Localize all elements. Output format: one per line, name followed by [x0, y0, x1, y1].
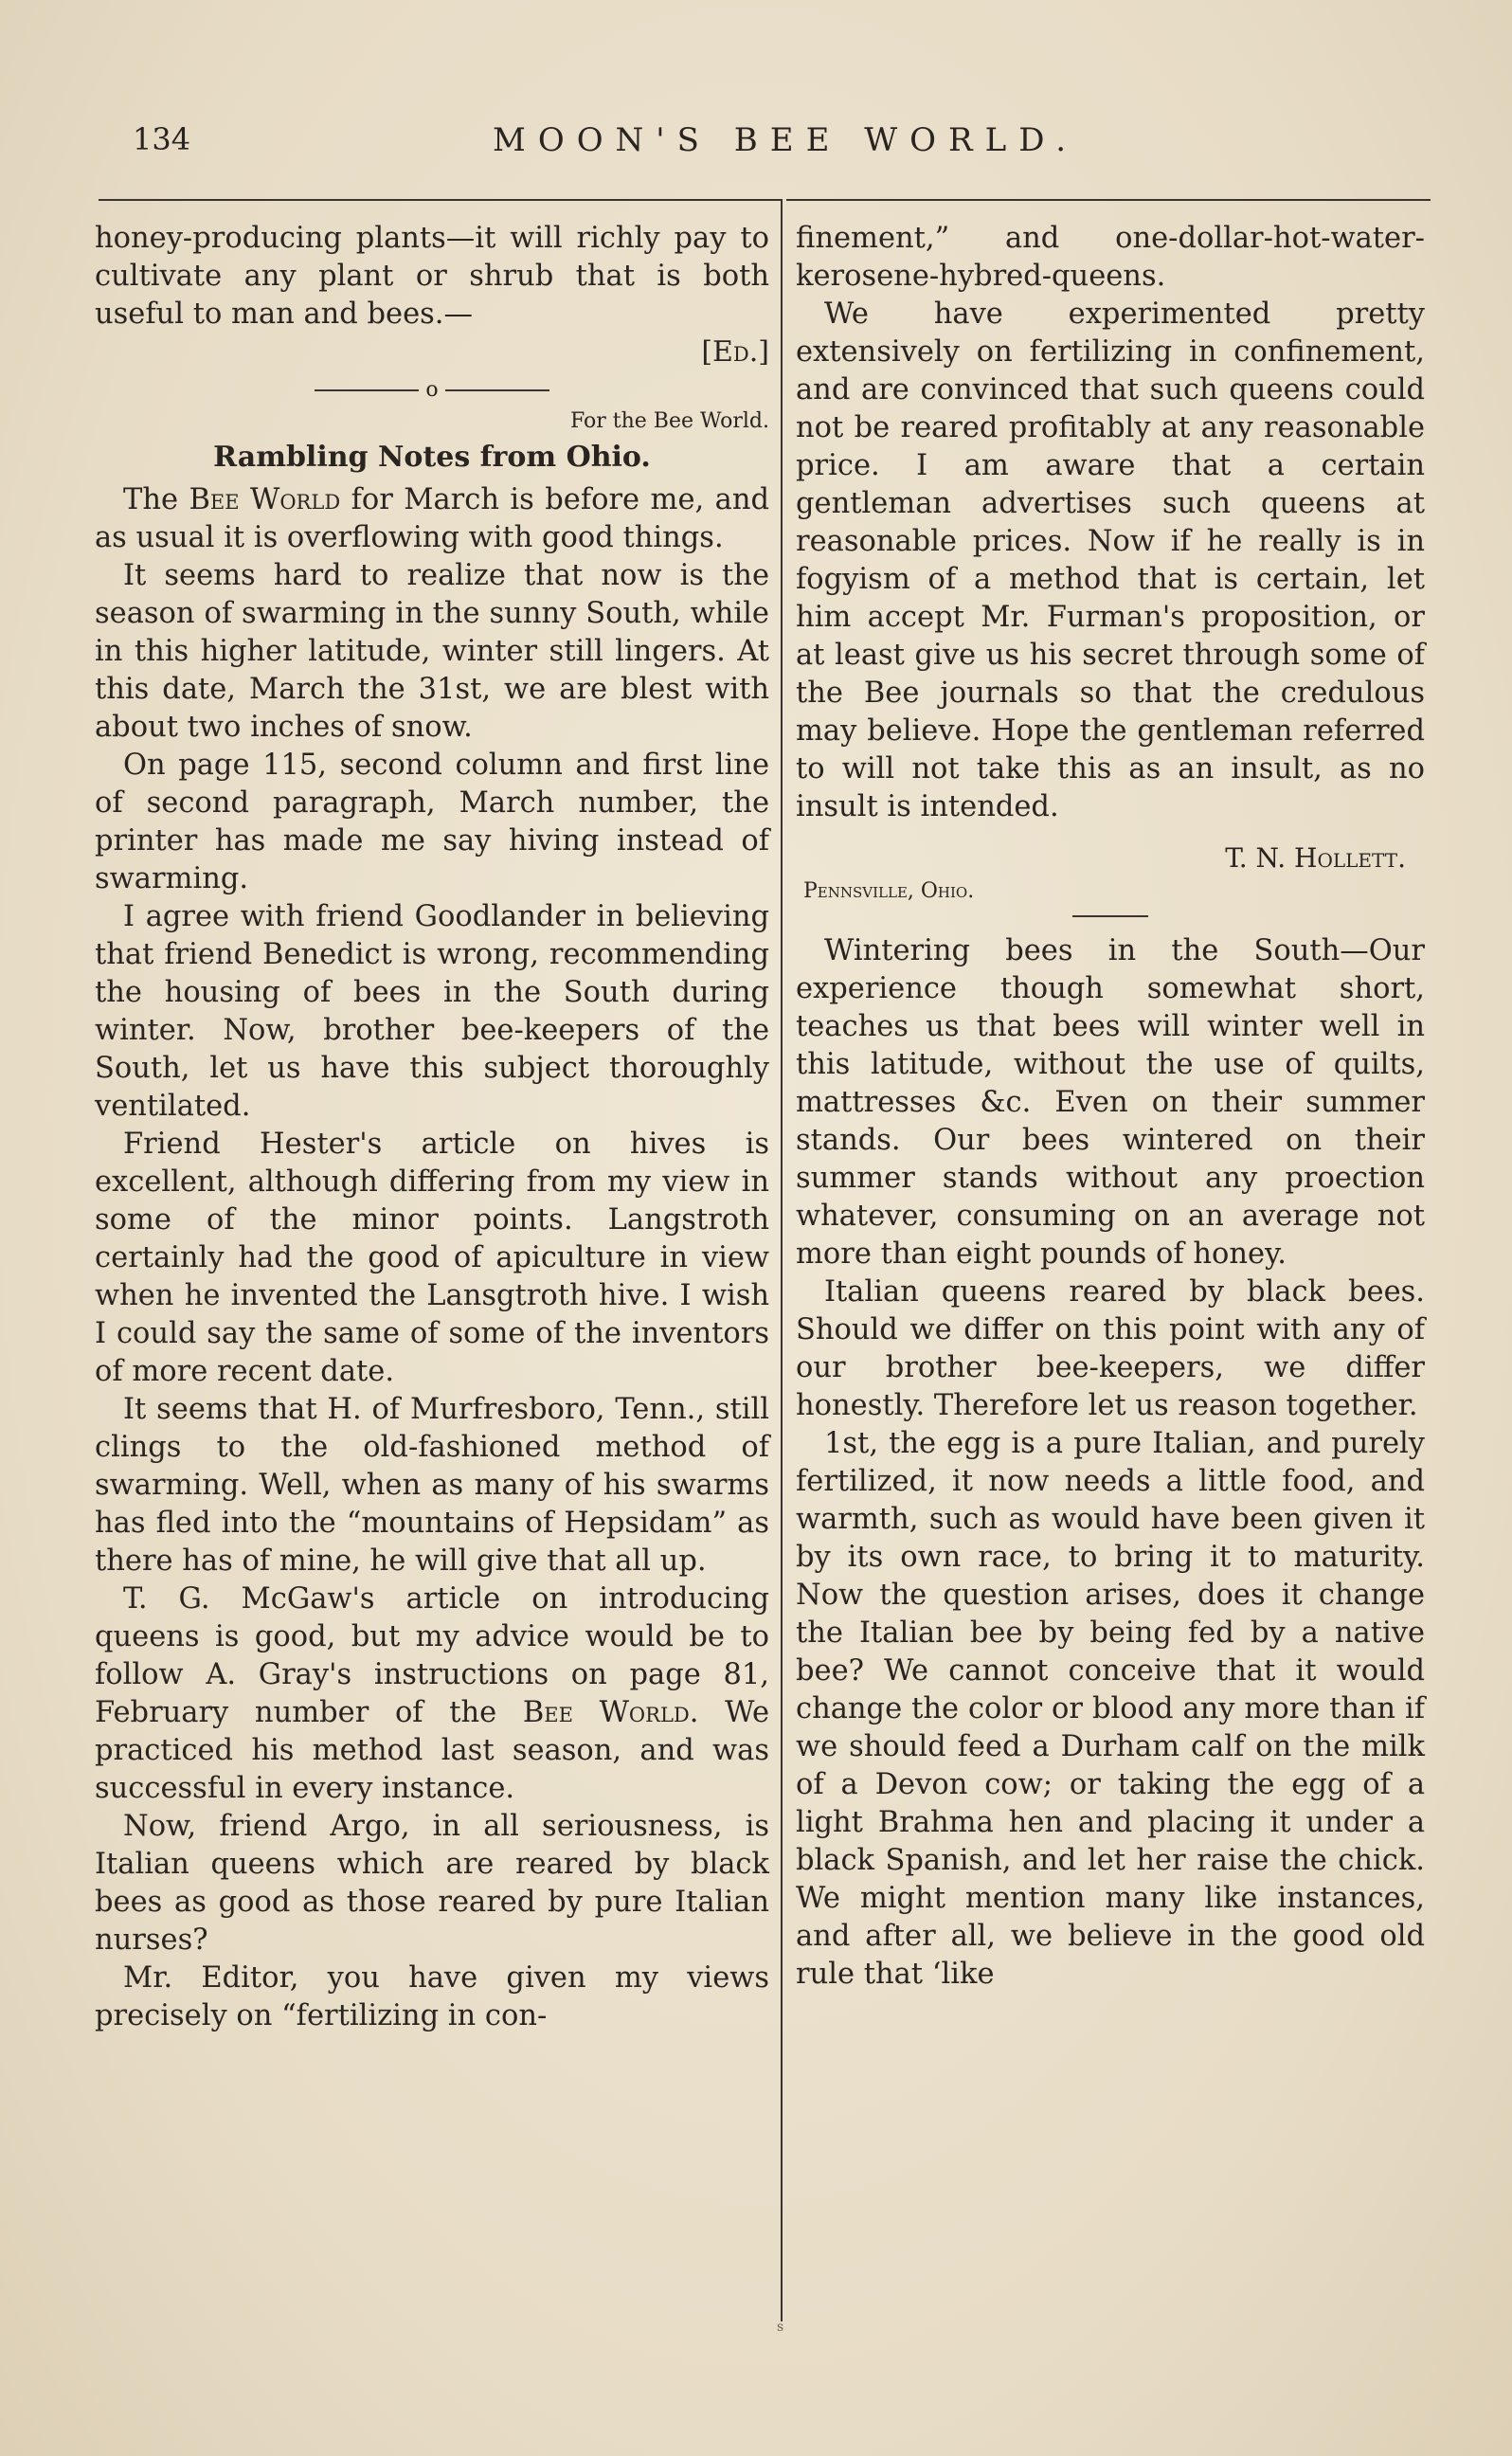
- journal-name: Bee World: [189, 483, 341, 516]
- paragraph: The Bee World for March is before me, and as usual it is overflowing with good things.: [95, 483, 769, 554]
- header-rule-right: [786, 199, 1431, 201]
- paragraph: T. G. McGaw's article on introducing queens is good, but my advice would be to follow A. Gray's instructions on page 81, February number of the Bee World. We practiced his method last season, and was successful in every instance.: [95, 1582, 769, 1805]
- paragraph: finement,” and one-dollar-hot-water-kerosene-hybred-queens.: [796, 222, 1425, 293]
- paragraph: Italian queens reared by black bees. Should we differ on this point with any of our brother bee-keepers, we differ honestly. Therefore let us reason together.: [796, 1275, 1425, 1422]
- paragraph: Friend Hester's article on hives is excellent, although differing from my view in some of the minor points. Langstroth certainly had the good of apiculture in view when he invented the Lansgtroth hive. I wish I could say the same of some of the inventors of more recent date.: [95, 1128, 769, 1388]
- paragraph: We have experimented pretty extensively on fertilizing in confinement, and are convinced that such queens could not be reared profitably at any reasonable price. I am aware that a certain gentleman advertises such queens at reasonable prices. Now if he really is in fogyism of a method that is certain, let him accept Mr. Furman's proposition, or at least give us his secret through some of the Bee journals so that the credulous may believe. Hope the gentleman referred to will not take this as an insult, as no insult is intended.: [796, 298, 1425, 823]
- article-source: For the Bee World.: [569, 409, 769, 433]
- short-separator: [1072, 915, 1148, 917]
- paragraph: honey-producing plants—it will richly pay to cultivate any plant or shrub that is both useful to man and bees.—: [95, 222, 769, 331]
- separator-glyph: o: [425, 378, 439, 402]
- author-signature: T. N. Hollett.: [1225, 842, 1406, 874]
- paragraph: 1st, the egg is a pure Italian, and purely fertilized, it now needs a little food, and warmth, such as would have been given it by its own race, to bring it to maturity. Now the question arises, does it change the Italian bee by being fed by a native bee? We cannot conceive that it would change the color or blood any more than if we should feed a Durham calf on the milk of a Devon cow; or taking the egg of a light Brahma hen and placing it under a black Spanish, and let her raise the chick. We might mention many like instances, and after all, we believe in the good old rule that ‘like: [796, 1427, 1425, 1991]
- journal-name: Bee World: [522, 1696, 690, 1729]
- paragraph: I agree with friend Goodlander in believing that friend Benedict is wrong, recommending the housing of bees in the South during winter. Now, brother bee-keepers of the South, let us have this subject thoroughly ventilated.: [95, 900, 769, 1123]
- author-location: Pennsville, Ohio.: [803, 879, 975, 903]
- article-title: Rambling Notes from Ohio.: [213, 441, 651, 474]
- editor-mark: [Ed.]: [701, 335, 769, 369]
- paragraph: Mr. Editor, you have given my views precisely on “fertilizing in con-: [95, 1961, 769, 2032]
- paragraph: Wintering bees in the South—Our experience though somewhat short, teaches us that bees will winter well in this latitude, without the use of quilts, mattresses &c. Even on their summer stands. Our bees wintered on their summer stands without any proection whatever, consuming on an average not more than eight pounds of honey.: [796, 934, 1425, 1271]
- paragraph: It seems hard to realize that now is the season of swarming in the sunny South, while in this higher latitude, winter still lingers. At this date, March the 31st, we are blest with about two inches of snow.: [95, 559, 769, 744]
- right-column: [796, 220, 1425, 1994]
- paragraph: On page 115, second column and first line of second paragraph, March number, the printer has made me say hiving instead of swarming.: [95, 749, 769, 895]
- left-column: [95, 220, 769, 2035]
- paragraph: Now, friend Argo, in all seriousness, is Italian queens which are reared by black bees as good as those reared by pure Italian nurses?: [95, 1810, 769, 1957]
- column-divider: [781, 199, 783, 2321]
- header-rule-left: [99, 199, 781, 201]
- page-header: [0, 121, 1512, 178]
- footer-mark: s: [777, 2320, 784, 2335]
- running-title: MOON'S BEE WORLD.: [493, 121, 1079, 159]
- paragraph: It seems that H. of Murfresboro, Tenn., still clings to the old-fashioned method of swarming. Well, when as many of his swarms has fled into the “mountains of Hepsidam” as there has of mine, he will give that all up.: [95, 1393, 769, 1578]
- page-number: 134: [133, 121, 191, 157]
- section-separator: [95, 371, 769, 409]
